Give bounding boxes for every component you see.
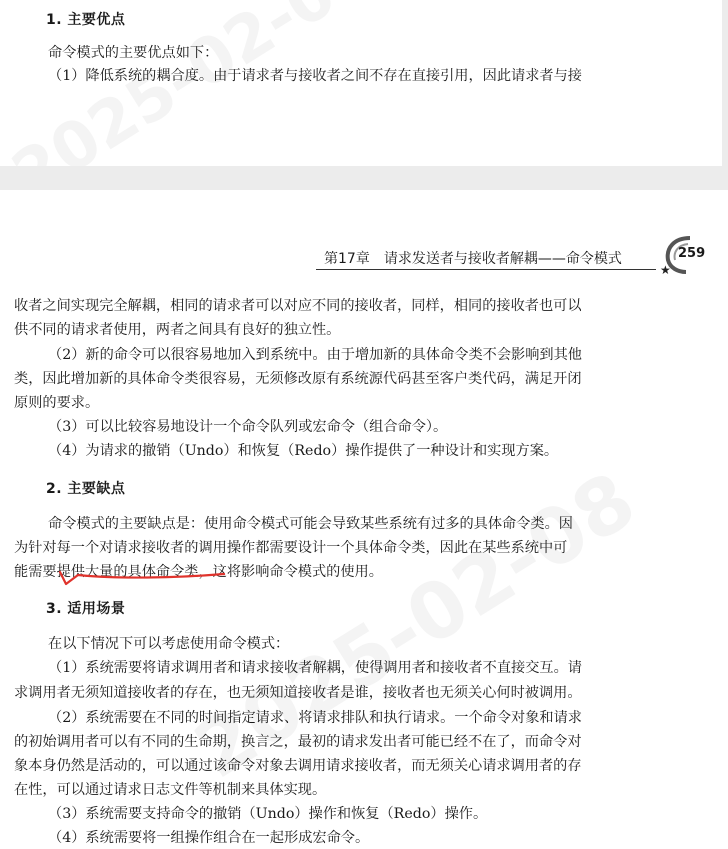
- text-line: （3）系统需要支持命令的撤销（Undo）操作和恢复（Redo）操作。: [48, 806, 488, 822]
- text-line: 为针对每一个对请求接收者的调用操作都需要设计一个具体命令类，因此在某些系统中可: [14, 540, 568, 556]
- section-heading-advantages: 1. 主要优点: [46, 12, 126, 28]
- section-heading-scenarios: 3. 适用场景: [46, 601, 126, 617]
- text-line: （1）降低系统的耦合度。由于请求者与接收者之间不存在直接引用，因此请求者与接: [48, 68, 582, 84]
- text-line: 的初始调用者可以有不同的生命期，换言之，最初的请求发出者可能已经不在了，而命令对: [14, 734, 582, 750]
- text-line: （1）系统需要将请求调用者和请求接收者解耦，使得调用者和接收者不直接交互。请: [48, 660, 582, 676]
- text-line: 原则的要求。: [14, 395, 100, 411]
- text-line: （3）可以比较容易地设计一个命令队列或宏命令（组合命令）。: [48, 419, 448, 435]
- text-line: 收者之间实现完全解耦，相同的请求者可以对应不同的接收者，同样，相同的接收者也可以: [14, 298, 582, 314]
- page-number: 259: [678, 246, 706, 261]
- text-line: 象本身仍然是活动的，可以通过该命令对象去调用请求接收者，而无须关心请求调用者的存: [14, 758, 582, 774]
- svg-text:★: ★: [660, 263, 671, 276]
- main-page: [0, 190, 728, 849]
- text-line: 能需要提供大量的具体命令类，这将影响命令模式的使用。: [14, 564, 383, 580]
- text-line: 供不同的请求者使用，两者之间具有良好的独立性。: [14, 322, 341, 338]
- section-heading-disadvantages: 2. 主要缺点: [46, 481, 126, 497]
- text-line: 命令模式的主要缺点是：使用命令模式可能会导致某些系统有过多的具体命令类。因: [48, 516, 573, 532]
- top-page: [0, 0, 722, 166]
- running-head: 第17章 请求发送者与接收者解耦——命令模式: [324, 251, 622, 267]
- text-line: 类，因此增加新的具体命令类很容易，无须修改原有系统源代码甚至客户类代码，满足开闭: [14, 371, 582, 387]
- text-line: （2）新的命令可以很容易地加入到系统中。由于增加新的具体命令类不会影响到其他: [48, 347, 582, 363]
- text-line: 在以下情况下可以考虑使用命令模式：: [48, 636, 290, 652]
- text-line: 求调用者无须知道接收者的存在，也无须知道接收者是谁，接收者也无须关心何时被调用。: [14, 685, 582, 701]
- text-line: （4）为请求的撤销（Undo）和恢复（Redo）操作提供了一种设计和实现方案。: [48, 443, 559, 459]
- pen-underline-annotation: [56, 566, 236, 592]
- running-head-rule: [316, 269, 656, 270]
- text-line: （2）系统需要在不同的时间指定请求、将请求排队和执行请求。一个命令对象和请求: [48, 710, 582, 726]
- text-line: 在性，可以通过请求日志文件等机制来具体实现。: [14, 782, 327, 798]
- text-line: 命令模式的主要优点如下：: [48, 45, 219, 61]
- text-line: （4）系统需要将一组操作组合在一起形成宏命令。: [48, 830, 370, 846]
